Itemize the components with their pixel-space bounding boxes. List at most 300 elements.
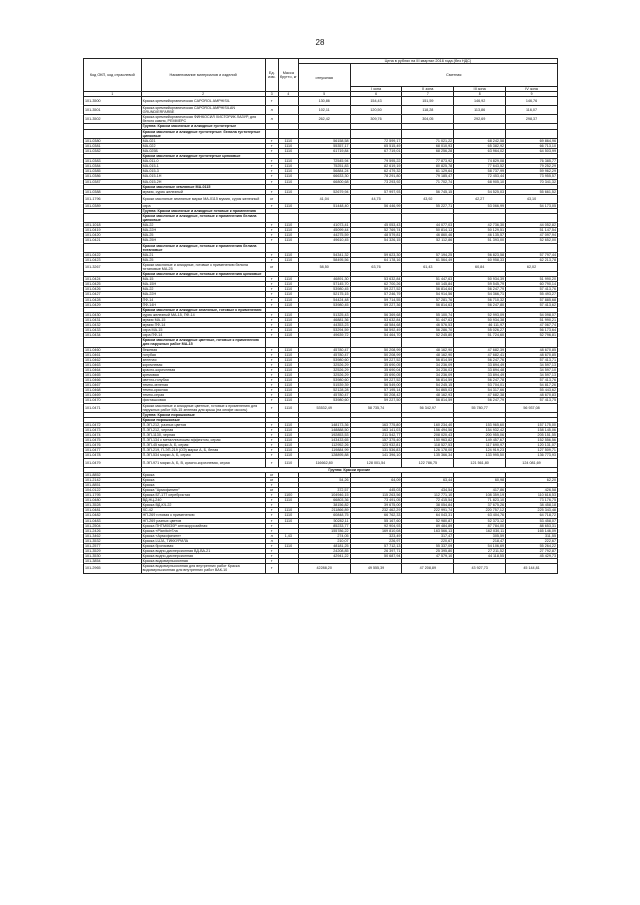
price-zone-4: 44 052,82 [506, 223, 558, 228]
price-release: 54341,32 [298, 252, 350, 257]
material-code: 101-1795 [84, 493, 142, 498]
material-code: 101-0427 [84, 292, 142, 297]
mass-cell: 1110 [278, 238, 298, 243]
price-zone-4: 124 081,69 [506, 458, 558, 467]
price-zone-2: 304,05 [402, 115, 454, 124]
empty-cell [402, 213, 454, 222]
material-code: 101-0483 [84, 518, 142, 523]
price-zone-3: 42 736,30 [454, 223, 506, 228]
material-name: бежевая [141, 347, 265, 352]
material-code: 101-3267 [84, 262, 142, 271]
material-name: МА-15 [141, 277, 265, 282]
price-zone-3: 46 111,97 [454, 323, 506, 328]
mass-cell: 1,43 [278, 533, 298, 538]
price-zone-1: 115 263,56 [350, 493, 402, 498]
material-name: Краска бронзовая [141, 543, 265, 548]
price-zone-3: 58 737,99 [454, 169, 506, 174]
group-title: Краски порошковые [141, 417, 265, 422]
price-release: 49610,45 [298, 238, 350, 243]
mass-cell: 1110 [278, 189, 298, 194]
material-name: НП-269 разных цветов [141, 518, 265, 523]
group-title: Краски масляные и алкидные, готовые к применению цинковые [141, 272, 265, 277]
price-zone-1: 45 053,43 [350, 223, 402, 228]
price-zone-2: 126 178,00 [402, 448, 454, 453]
price-zone-2: 317,47 [402, 533, 454, 538]
price-zone-1: 128 001,54 [350, 458, 402, 467]
unit-cell: т [265, 549, 278, 554]
price-release: 155786,22 [298, 528, 350, 533]
price-zone-4: 62,20 [506, 477, 558, 482]
price-release: 32526,29 [298, 372, 350, 377]
price-zone-2: 46 576,53 [402, 323, 454, 328]
price-zone-3: 154 932,42 [454, 428, 506, 433]
material-code: 101-0479 [84, 458, 142, 467]
material-name: МА-15Н [141, 282, 265, 287]
price-release: 372,57 [298, 487, 350, 492]
price-release: 210,07 [298, 538, 350, 543]
price-zone-3: 162 030,11 [454, 528, 506, 533]
unit-cell: т [265, 498, 278, 503]
price-zone-2: 208 020,43 [402, 433, 454, 438]
price-zone-3: 63 964,02 [454, 148, 506, 153]
unit-cell: т [265, 169, 278, 174]
price-zone-4: 127 509,71 [506, 448, 558, 453]
material-code: 101-0430 [84, 312, 142, 317]
table-row [84, 458, 558, 467]
price-zone-1: 44,75 [350, 194, 402, 203]
unit-cell: т [265, 323, 278, 328]
material-code: 101-0465 [84, 372, 142, 377]
unit-cell: т [265, 223, 278, 228]
material-name: П-ЭП-45 марки А, Б, серая [141, 443, 265, 448]
table-row [84, 564, 558, 573]
price-zone-2: 150 963,82 [402, 438, 454, 443]
material-code: 101-3530 [84, 554, 142, 559]
price-zone-4: 45 429,73 [506, 554, 558, 559]
material-code: 101-0469 [84, 393, 142, 398]
mass-cell: 1110 [278, 287, 298, 292]
empty-cell [350, 129, 402, 138]
price-zone-1: 445,03 [350, 487, 402, 492]
price-zone-3: 305,59 [454, 533, 506, 538]
price-zone-3: 56 247,79 [454, 398, 506, 403]
price-release: 54,26 [298, 477, 350, 482]
price-zone-4: 56 173,64 [506, 328, 558, 333]
price-zone-3: 56 247,76 [454, 357, 506, 362]
price-zone-1: 35 690,05 [350, 372, 402, 377]
price-zone-4: 426,58 [506, 487, 558, 492]
mass-cell: 1110 [278, 367, 298, 372]
price-zone-2: 54 865,03 [402, 388, 454, 393]
material-name: сурик железный МА-15, ПФ-14 [141, 312, 265, 317]
price-zone-1: 154,43 [350, 97, 402, 106]
price-zone-2: 118,28 [402, 106, 454, 115]
price-zone-1: 163 775,80 [350, 422, 402, 427]
material-code: 101-8852 [84, 472, 142, 477]
group-title: Группа: Краски прочие [141, 467, 557, 472]
material-name: Краска БТ-177 серебристая [141, 493, 265, 498]
material-code: 101-0478 [84, 453, 142, 458]
price-zone-3: 37 675,26 [454, 503, 506, 508]
material-code: 101-0480 [84, 498, 142, 503]
empty-cell [298, 243, 350, 252]
unit-cell: т [265, 543, 278, 548]
header-mass: Масса брутто, кг [278, 59, 298, 92]
column-number: 8 [454, 92, 506, 97]
price-zone-1: 55 167,60 [350, 518, 402, 523]
material-name: МА-25 [141, 257, 265, 262]
row-code-empty [84, 243, 142, 252]
material-code: 101-0426 [84, 287, 142, 292]
price-zone-1: 56 549,00 [350, 383, 402, 388]
price-zone-3: 200 955,06 [454, 433, 506, 438]
price-zone-3: 54 525,03 [454, 189, 506, 194]
header-unit: Ед. изм. [265, 59, 278, 92]
price-zone-2: 160 234,40 [402, 422, 454, 427]
unit-cell: т [265, 398, 278, 403]
column-number: 9 [506, 92, 558, 97]
material-code: 101-3462 [84, 533, 142, 538]
unit-cell: т [265, 458, 278, 467]
empty-cell [265, 338, 278, 347]
material-code: 101-0382 [84, 148, 142, 153]
header-release: отпускная [298, 64, 350, 92]
empty-cell [506, 338, 558, 347]
price-zone-2: 38 054,84 [402, 503, 454, 508]
price-release: 46881,36 [298, 317, 350, 322]
price-zone-3: 53 704,01 [454, 383, 506, 388]
mass-cell [278, 564, 298, 573]
mass-cell: 1110 [278, 233, 298, 238]
empty-cell [350, 243, 402, 252]
price-zone-4: 136 773,93 [506, 453, 558, 458]
price-release: 128895,88 [298, 453, 350, 458]
price-zone-2: 112 771,10 [402, 493, 454, 498]
unit-cell: т [265, 428, 278, 433]
material-name: Краска водоэмульсионная для внутренних работ Краска водоэмульсионная для внутренних работ ВАК-10 [141, 564, 265, 573]
price-zone-4: 152 556,56 [506, 438, 558, 443]
unit-cell: т [265, 297, 278, 302]
material-code: 101-0471 [84, 403, 142, 412]
price-zone-1: 49 555,39 [350, 564, 402, 573]
price-zone-2: 34 236,09 [402, 362, 454, 367]
price-zone-3: 55 780,77 [454, 403, 506, 412]
price-zone-3: 56 247,78 [454, 378, 506, 383]
price-zone-4: 55 493,27 [506, 292, 558, 297]
price-zone-1: 57 997,93 [350, 189, 402, 194]
unit-cell: т [265, 443, 278, 448]
price-zone-1: 54 326,15 [350, 238, 402, 243]
price-zone-2: 48 162,90 [402, 352, 454, 357]
column-number: 1 [84, 92, 142, 97]
unit-cell: т [265, 367, 278, 372]
header-zone-4: IV зона [506, 86, 558, 91]
mass-cell: 1110 [278, 302, 298, 307]
price-release: 56884,24 [298, 169, 350, 174]
material-name: П-ЭП-971 марки А, Б, В, красно-коричневая, серая [141, 458, 265, 467]
material-code: 101-0473 [84, 428, 142, 433]
material-name: ВД-НЦ-240 [141, 498, 265, 503]
material-name: Краска «Армофининг» [141, 533, 265, 538]
price-release: 58495,56 [298, 257, 350, 262]
material-name: П-ЭП-212, разных цветов [141, 422, 265, 427]
price-zone-3: 292,69 [454, 115, 506, 124]
unit-cell: т [265, 317, 278, 322]
price-zone-2: 135 366,34 [402, 453, 454, 458]
price-release: 48181,25 [298, 543, 350, 548]
page-number: 28 [315, 38, 325, 47]
unit-cell: т [265, 203, 278, 208]
unit-cell: т [265, 518, 278, 523]
material-name: МА-22Н [141, 292, 265, 297]
price-zone-4: 298,37 [506, 115, 558, 124]
price-zone-2: 222 991,74 [402, 508, 454, 513]
price-release: 53980,45 [298, 302, 350, 307]
price-release: 53980,60 [298, 378, 350, 383]
price-zone-1: 64,09 [350, 477, 402, 482]
price-zone-2: 122 786,75 [402, 458, 454, 467]
mass-cell: 1110 [278, 323, 298, 328]
material-name: П-ЭП-212, черная [141, 428, 265, 433]
unit-cell: л [265, 538, 278, 543]
price-zone-2: 68 010,93 [402, 143, 454, 148]
price-zone-4: 54 817,26 [506, 383, 558, 388]
material-code: 101-0389 [84, 203, 142, 208]
price-zone-4: 120 131,07 [506, 443, 558, 448]
table-header [84, 59, 558, 97]
price-release: 52679,94 [298, 189, 350, 194]
price-zone-2: 71 021,22 [402, 138, 454, 143]
price-zone-3: 27 211,52 [454, 549, 506, 554]
unit-cell: т [265, 179, 278, 184]
material-name: коричневая [141, 362, 265, 367]
mass-cell: 1110 [278, 443, 298, 448]
group-title: Группа: Краски порошковые [141, 412, 265, 417]
price-zone-3: 54 317,66 [454, 388, 506, 393]
price-zone-2: 46 860,46 [402, 233, 454, 238]
price-zone-2: 56 745,15 [402, 189, 454, 194]
material-name: ПФ-14Н [141, 302, 265, 307]
group-row [84, 243, 558, 252]
material-code: 101-3502 [84, 115, 142, 124]
price-zone-2: 57 194,25 [402, 252, 454, 257]
empty-cell [278, 338, 298, 347]
price-release: 41,04 [298, 194, 350, 203]
price-zone-1: 50 208,99 [350, 347, 402, 352]
price-zone-4: 79 252,29 [506, 164, 558, 169]
price-zone-2: 56 342,97 [402, 403, 454, 412]
unit-cell: т [265, 347, 278, 352]
mass-cell: 1110 [278, 458, 298, 467]
price-zone-1: 62 479,32 [350, 169, 402, 174]
mass-cell [278, 106, 298, 115]
empty-cell [506, 243, 558, 252]
price-release: 104946,15 [298, 493, 350, 498]
price-zone-3: 121 561,80 [454, 458, 506, 467]
price-zone-1: 82 619,19 [350, 164, 402, 169]
empty-cell [402, 338, 454, 347]
unit-cell: т [265, 287, 278, 292]
price-zone-4: 76 385,77 [506, 159, 558, 164]
price-release: 148888,50 [298, 428, 350, 433]
price-zone-4: 57 413,75 [506, 398, 558, 403]
material-name: Краска водно-дисперсионная ВД-ВА-21 [141, 549, 265, 554]
price-zone-4: 110 616,53 [506, 493, 558, 498]
price-zone-4: 34 597,13 [506, 362, 558, 367]
empty-cell [402, 129, 454, 138]
unit-cell: т [265, 352, 278, 357]
material-code: 101-0380 [84, 138, 142, 143]
price-zone-4: 43,10 [506, 194, 558, 203]
group-title: Группа: Краски масляные и алкидные готовые к применению [141, 208, 265, 213]
price-zone-2: 48 162,90 [402, 347, 454, 352]
material-name: МА-25 [141, 233, 265, 238]
price-zone-1: 57 712,13 [350, 543, 402, 548]
price-zone-4: 47 097,94 [506, 233, 558, 238]
price-zone-2: 34 236,09 [402, 372, 454, 377]
price-release: 262,42 [298, 115, 350, 124]
mass-cell: 1110 [278, 292, 298, 297]
price-zone-1: 39 675,00 [350, 503, 402, 508]
empty-cell [265, 129, 278, 138]
price-zone-4: 54 173,05 [506, 203, 558, 208]
price-zone-4: 205 151,55 [506, 433, 558, 438]
price-zone-1: 63,76 [350, 262, 402, 271]
price-zone-2: 25 395,80 [402, 549, 454, 554]
price-zone-3: 56 247,80 [454, 302, 506, 307]
price-zone-3: 149 457,67 [454, 438, 506, 443]
material-name: темно-зеленая [141, 383, 265, 388]
price-release: 45780,47 [298, 393, 350, 398]
price-zone-1: 78 291,80 [350, 174, 402, 179]
price-zone-3: 63 404,76 [454, 513, 506, 518]
price-release: 66800,68 [298, 179, 350, 184]
group-title: Краски масляные и алкидные, готовые к применению белила цинковые [141, 213, 265, 222]
price-zone-4: 45 144,81 [506, 564, 558, 573]
price-zone-3: 124 919,23 [454, 448, 506, 453]
unit-cell: л [265, 115, 278, 124]
price-zone-1: 62 700,26 [350, 282, 402, 287]
empty-cell [506, 213, 558, 222]
price-zone-2: 51 447,63 [402, 277, 454, 282]
mass-cell: 1110 [278, 378, 298, 383]
price-zone-1: 92 904,93 [350, 523, 402, 528]
material-name: Краска кремнийорганическая CAPOROL AMPHISILAN GRUNDIERFARBE [141, 106, 265, 115]
table-row [84, 262, 558, 271]
material-name: Краска кремнийорганическая ФИНКОСИЛ ХИСТОРИК ЛАЗУР, для белого камня, РЕММЕРС [141, 115, 265, 124]
price-zone-4: 57 413,76 [506, 378, 558, 383]
price-zone-2: 55 337,09 [402, 543, 454, 548]
price-zone-1: 73 491,05 [350, 498, 402, 503]
material-name: МА-011-0 [141, 159, 265, 164]
price-zone-3: 417,86 [454, 487, 506, 492]
material-name: МА-22Н [141, 228, 265, 233]
price-release: 32526,29 [298, 367, 350, 372]
material-code: 101-0381 [84, 143, 142, 148]
price-zone-1: 58 592,49 [350, 328, 402, 333]
price-zone-1: 56 369,68 [350, 312, 402, 317]
unit-cell: т [265, 528, 278, 533]
price-zone-2: 47 579,10 [402, 554, 454, 559]
mass-cell: 1110 [278, 179, 298, 184]
price-zone-4: 53 458,07 [506, 518, 558, 523]
material-name: Краски масляные земляные марки МА-0115 мумия, сурик железный [141, 194, 265, 203]
material-name: зеленая [141, 357, 265, 362]
price-release: 51448,40 [298, 203, 350, 208]
price-zone-4: 34 597,13 [506, 372, 558, 377]
price-zone-4: 158 145,06 [506, 428, 558, 433]
price-zone-1: 52 769,74 [350, 228, 402, 233]
column-number: 2 [141, 92, 265, 97]
price-zone-3: 72 453,44 [454, 174, 506, 179]
price-zone-3: 117 690,97 [454, 443, 506, 448]
price-zone-3: 71 823,10 [454, 498, 506, 503]
price-zone-3: 68 242,58 [454, 138, 506, 143]
price-zone-1: 57 195,14 [350, 388, 402, 393]
price-zone-1: 65 515,49 [350, 143, 402, 148]
mass-cell: 1110 [278, 372, 298, 377]
group-row [84, 129, 558, 138]
mass-cell: 1110 [278, 223, 298, 228]
price-zone-1: 54 464,70 [350, 333, 402, 338]
price-zone-4: 56 937,08 [506, 403, 558, 412]
price-release: 53980,60 [298, 398, 350, 403]
material-name: Краска [141, 472, 265, 477]
price-release: 53980,45 [298, 287, 350, 292]
mass-cell: 1110 [278, 143, 298, 148]
price-zone-2: 151,59 [402, 97, 454, 106]
price-zone-1: 323,49 [350, 533, 402, 538]
price-release: 58,50 [298, 262, 350, 271]
mass-cell: 1110 [278, 513, 298, 518]
price-zone-4: 88 653,31 [506, 523, 558, 528]
price-zone-4: 73 955,57 [506, 174, 558, 179]
unit-cell: т [265, 403, 278, 412]
row-code-empty [84, 338, 142, 347]
price-zone-3: 47 682,39 [454, 347, 506, 352]
mass-cell: 1110 [278, 297, 298, 302]
material-code: 101-0466 [84, 378, 142, 383]
material-name: Краска водоэмульсионная [141, 559, 265, 564]
unit-cell: т [265, 393, 278, 398]
price-zone-1: 53 632,84 [350, 277, 402, 282]
mass-cell: 1110 [278, 433, 298, 438]
price-zone-1: 123 932,81 [350, 443, 402, 448]
price-zone-4: 62,02 [506, 262, 558, 271]
empty-cell [278, 213, 298, 222]
mass-cell [278, 262, 298, 271]
mass-cell: 1110 [278, 448, 298, 453]
column-number: 5 [298, 92, 350, 97]
price-zone-1: 59 227,52 [350, 378, 402, 383]
mass-cell [278, 194, 298, 203]
price-zone-4: 66 713,10 [506, 143, 558, 148]
price-zone-2: 80 825,78 [402, 164, 454, 169]
price-zone-2: 220,67 [402, 538, 454, 543]
price-zone-3: 50 129,51 [454, 228, 506, 233]
price-release: 72545,94 [298, 159, 350, 164]
price-zone-1: 79 595,22 [350, 159, 402, 164]
price-zone-2: 63,44 [402, 477, 454, 482]
price-zone-4: 116,07 [506, 106, 558, 115]
price-zone-4: 60 790,14 [506, 282, 558, 287]
price-zone-2: 56 286,70 [402, 328, 454, 333]
price-release: 38156,82 [298, 503, 350, 508]
material-code: 101-0470 [84, 398, 142, 403]
group-row [84, 213, 558, 222]
table-row [84, 115, 558, 124]
material-code: 101-0434 [84, 333, 142, 338]
